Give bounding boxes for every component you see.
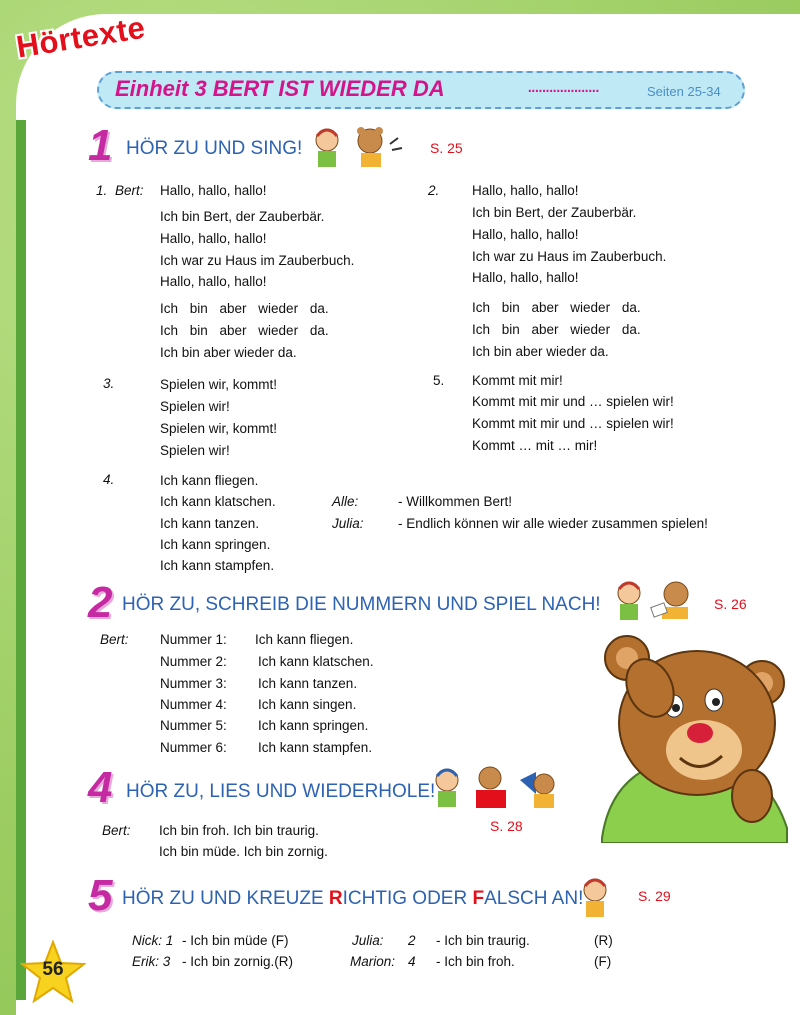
kid-listening-icon [578, 872, 612, 918]
section-5-title: HÖR ZU UND KREUZE RICHTIG ODER FALSCH AN! [122, 888, 584, 909]
answer-text-2: - Ich bin froh. [436, 954, 515, 969]
kids-reading-icon [432, 762, 562, 810]
section-5-number: 5 [88, 871, 113, 920]
left-strip [16, 120, 26, 1000]
verse-2-line: Ich war zu Haus im Zauberbuch. [472, 249, 667, 264]
verse-4-label: 4. [103, 472, 115, 487]
answer-text: - Ich bin zornig.(R) [182, 954, 294, 969]
page-title: Hörtexte [14, 9, 148, 65]
alle-speaker: Alle: [332, 494, 359, 509]
section-4-title: HÖR ZU, LIES UND WIEDERHOLE! [126, 781, 436, 802]
section-4-line: Ich bin froh. Ich bin traurig. [159, 823, 319, 838]
number-text: Ich kann fliegen. [255, 632, 354, 647]
page-number: 56 [42, 959, 64, 980]
unit-banner [97, 71, 745, 109]
verse-2-line: Hallo, hallo, hallo! [472, 270, 579, 285]
verse-1-line: Hallo, hallo, hallo! [160, 231, 267, 246]
verse-5-line: Kommt mit mir! [472, 373, 563, 388]
verse-2-line: Hallo, hallo, hallo! [472, 227, 579, 242]
julia-text: - Endlich können wir alle wieder zusammen spielen! [398, 516, 708, 531]
verse-5-line: Kommt mit mir und … spielen wir! [472, 416, 674, 431]
section-4-number: 4 [88, 763, 113, 812]
section-1-number: 1 [88, 121, 113, 170]
section-2-title: HÖR ZU, SCHREIB DIE NUMMERN UND SPIEL NACH! [122, 594, 601, 615]
verse-5-label: 5. [433, 373, 445, 388]
section-4-line: Ich bin müde. Ich bin zornig. [159, 844, 328, 859]
verse-3-line: Spielen wir! [160, 399, 230, 414]
answer-text-2: - Ich bin traurig. [436, 933, 530, 948]
number-label: Nummer 3: [160, 676, 227, 691]
verse-1-line: Hallo, hallo, hallo! [160, 183, 267, 198]
section-2-speaker: Bert: [100, 632, 129, 647]
verse-4-line: Ich kann stampfen. [160, 558, 275, 573]
bear-illustration [582, 628, 797, 843]
number-text: Ich kann tanzen. [258, 676, 358, 691]
section-1-title: HÖR ZU UND SING! [126, 138, 303, 159]
answer-name-2: Marion: [350, 954, 396, 969]
verse-4-line: Ich kann springen. [160, 537, 271, 552]
verse-2-chorus: Ich bin aber wieder da. [472, 300, 641, 315]
answer-number-2: 4 [408, 954, 416, 969]
verse-2-line: Hallo, hallo, hallo! [472, 183, 579, 198]
verse-2-line: Ich bin Bert, der Zauberbär. [472, 205, 637, 220]
verse-2-chorus: Ich bin aber wieder da. [472, 344, 609, 359]
answer-mark-2: (F) [594, 954, 612, 969]
verse-1-line: Ich bin Bert, der Zauberbär. [160, 209, 325, 224]
verse-4-line: Ich kann klatschen. [160, 494, 276, 509]
verse-1-speaker: Bert: [115, 183, 144, 198]
alle-text: - Willkommen Bert! [398, 494, 513, 509]
number-text: Ich kann springen. [258, 718, 369, 733]
verse-1-chorus: Ich bin aber wieder da. [160, 345, 297, 360]
number-label: Nummer 6: [160, 740, 227, 755]
verse-1-chorus: Ich bin aber wieder da. [160, 323, 329, 338]
section-2-ref: S. 26 [714, 596, 747, 612]
unit-title: Einheit 3 BERT IST WIEDER DA [115, 76, 445, 101]
verse-3-label: 3. [103, 376, 115, 391]
verse-3-line: Spielen wir, kommt! [160, 377, 278, 392]
answer-number-2: 2 [408, 933, 416, 948]
verse-3-line: Spielen wir! [160, 443, 230, 458]
verse-5-line: Kommt mit mir und … spielen wir! [472, 394, 674, 409]
verse-1-label: 1. [96, 183, 108, 198]
number-text: Ich kann stampfen. [258, 740, 373, 755]
verse-1-line: Hallo, hallo, hallo! [160, 274, 267, 289]
kids-singing-icon [310, 122, 406, 168]
kids-writing-icon [612, 575, 698, 621]
verse-2-label: 2. [428, 183, 440, 198]
number-label: Nummer 2: [160, 654, 227, 669]
verse-5-line: Kommt … mit … mir! [472, 438, 598, 453]
unit-dots: .................... [527, 75, 599, 97]
section-2-number: 2 [88, 578, 113, 627]
answer-mark-2: (R) [594, 933, 613, 948]
answer-name: Erik: 3 [132, 954, 171, 969]
answer-text: - Ich bin müde (F) [182, 933, 289, 948]
unit-pages: Seiten 25-34 [647, 84, 721, 99]
number-label: Nummer 1: [160, 632, 227, 647]
section-4-ref: S. 28 [490, 818, 523, 834]
verse-4-line: Ich kann fliegen. [160, 473, 259, 488]
number-text: Ich kann singen. [258, 697, 357, 712]
number-label: Nummer 5: [160, 718, 227, 733]
section-4-speaker: Bert: [102, 823, 131, 838]
answer-name: Nick: 1 [132, 933, 174, 948]
answer-name-2: Julia: [352, 933, 384, 948]
verse-1-line: Ich war zu Haus im Zauberbuch. [160, 253, 355, 268]
section-1-ref: S. 25 [430, 140, 463, 156]
number-label: Nummer 4: [160, 697, 227, 712]
verse-1-chorus: Ich bin aber wieder da. [160, 301, 329, 316]
verse-2-chorus: Ich bin aber wieder da. [472, 322, 641, 337]
verse-3-line: Spielen wir, kommt! [160, 421, 278, 436]
verse-4-line: Ich kann tanzen. [160, 516, 260, 531]
julia-speaker: Julia: [332, 516, 364, 531]
section-5-ref: S. 29 [638, 888, 671, 904]
number-text: Ich kann klatschen. [258, 654, 374, 669]
